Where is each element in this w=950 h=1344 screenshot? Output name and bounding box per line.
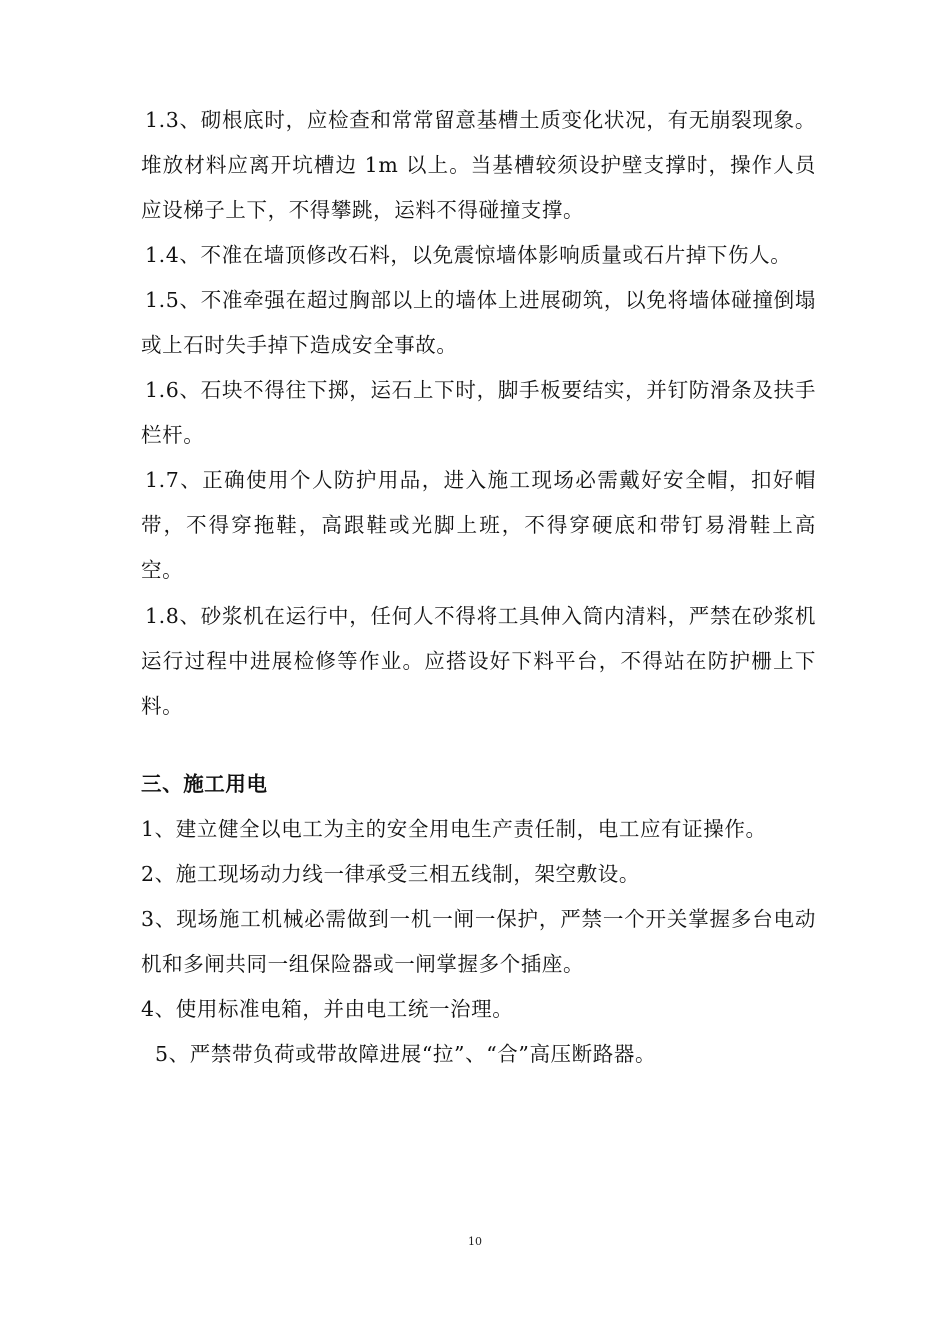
- section-item-3: 3、现场施工机械必需做到一机一闸一保护，严禁一个开关掌握多台电动机和多闸共同一组保险器或一闸掌握多个插座。: [141, 907, 816, 976]
- section-item-4: 4、使用标准电箱，并由电工统一治理。: [141, 997, 514, 1021]
- paragraph-1-7: 1.7、正确使用个人防护用品，进入施工现场必需戴好安全帽，扣好帽带，不得穿拖鞋，高跟鞋或光脚上班，不得穿硬底和带钉易滑鞋上高空。: [141, 468, 816, 582]
- paragraph-1-5: 1.5、不准牵强在超过胸部以上的墙体上进展砌筑，以免将墙体碰撞倒塌或上石时失手掉下造成安全事故。: [141, 288, 816, 357]
- paragraph-1-6: 1.6、石块不得往下掷，运石上下时，脚手板要结实，并钉防滑条及扶手栏杆。: [141, 378, 816, 447]
- section-heading: 三、施工用电: [141, 772, 268, 796]
- page-number: 10: [468, 1235, 482, 1248]
- paragraph-1-4: 1.4、不准在墙顶修改石料，以免震惊墙体影响质量或石片掉下伤人。: [145, 243, 792, 267]
- section-item-2: 2、施工现场动力线一律承受三相五线制，架空敷设。: [141, 862, 640, 886]
- paragraph-1-3: 1.3、砌根底时，应检查和常常留意基槽土质变化状况，有无崩裂现象。堆放材料应离开坑槽边 1m 以上。当基槽较须设护壁支撑时，操作人员应设梯子上下，不得攀跳，运料不得碰撞支撑。: [141, 108, 816, 222]
- section-item-5: 5、严禁带负荷或带故障进展“拉”、“合”高压断路器。: [155, 1042, 657, 1066]
- paragraph-1-8: 1.8、砂浆机在运行中，任何人不得将工具伸入筒内清料，严禁在砂浆机运行过程中进展检修等作业。应搭设好下料平台，不得站在防护栅上下料。: [141, 604, 816, 718]
- section-item-1: 1、建立健全以电工为主的安全用电生产责任制，电工应有证操作。: [141, 817, 767, 841]
